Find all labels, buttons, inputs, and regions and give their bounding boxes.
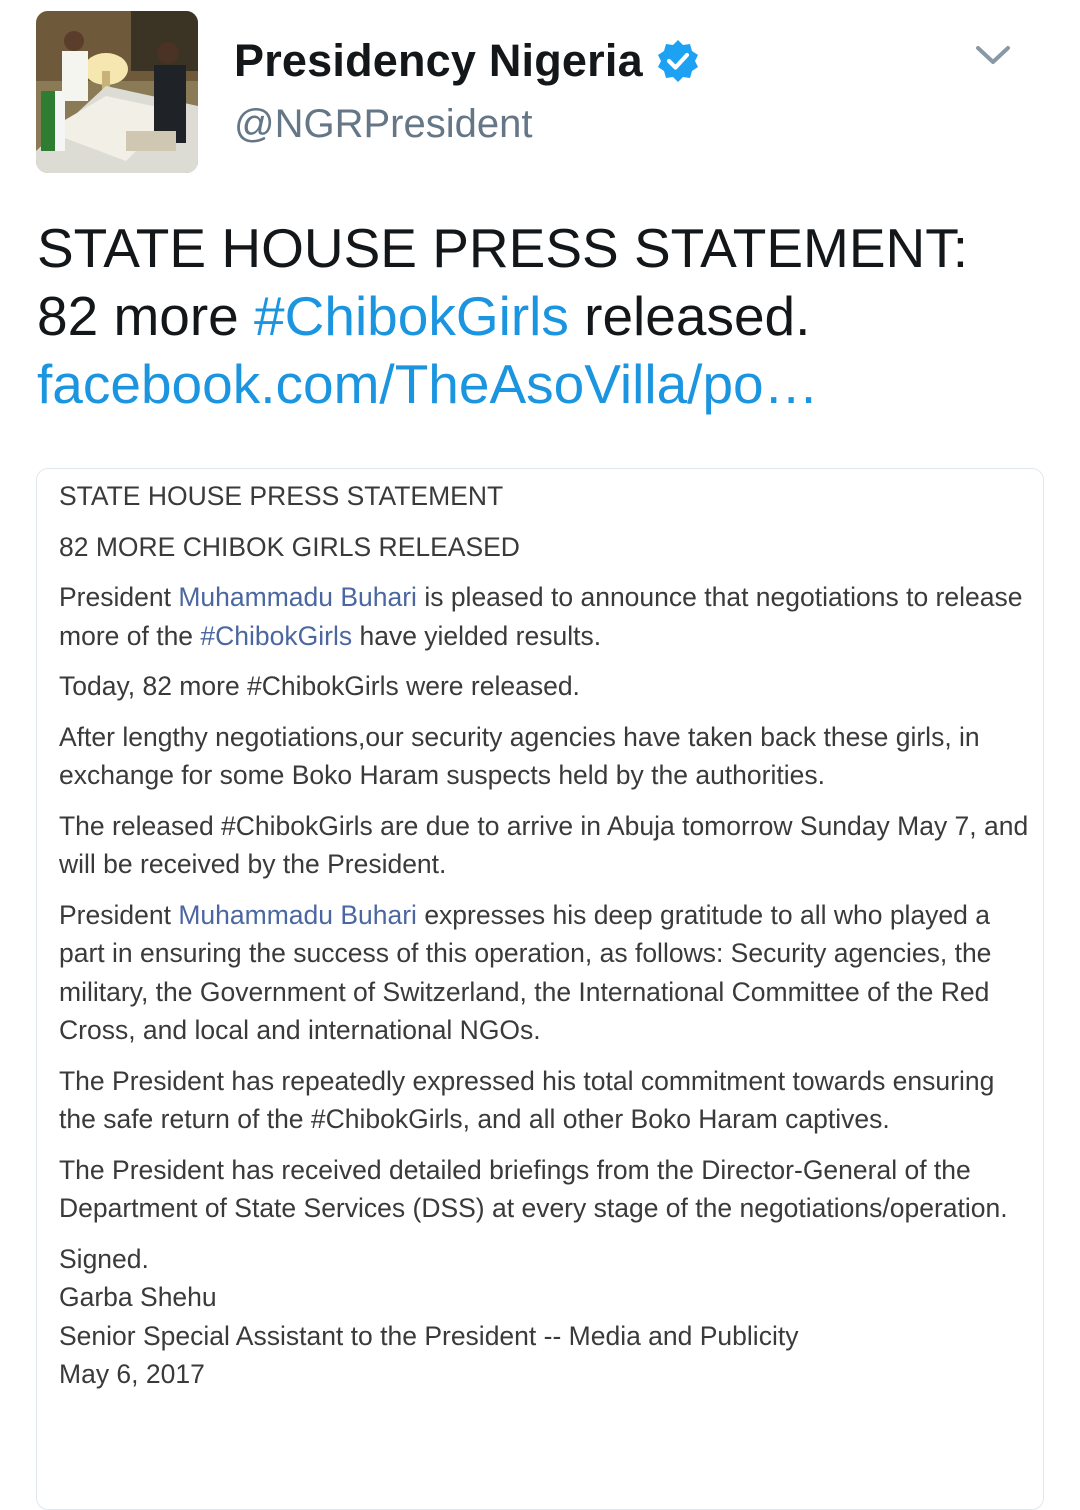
hashtag-link[interactable]: #ChibokGirls [254, 285, 569, 347]
p1-text-c: have yielded results. [352, 620, 602, 651]
verified-badge-icon [655, 38, 701, 84]
tweet-text-line2 [37, 282, 1047, 350]
statement-paragraph-4: The released #ChibokGirls are due to arrive in Abuja tomorrow Sunday May 7, and will be received by the President. [59, 810, 1029, 879]
account-header [234, 30, 701, 147]
statement-date: May 6, 2017 [59, 1359, 205, 1389]
p5-text-b: expresses his deep gratitude to all who played a part in ensuring the success of this operation, as follows: Security agencies, the military, the Government of Switzerland, the International Committee of the Red Cross, and local and international NGOs. [59, 899, 992, 1045]
display-name-row [234, 30, 701, 92]
president-name-link[interactable]: Muhammadu Buhari [178, 899, 417, 930]
statement-signature [59, 1240, 1029, 1394]
tweet-text-prefix: 82 more [37, 285, 255, 347]
statement-paragraph-7: The President has received detailed briefings from the Director-General of the Department of State Services (DSS) at every stage of the negotiations/operation. [59, 1154, 1008, 1223]
press-statement [59, 477, 1029, 1406]
url-link[interactable]: facebook.com/TheAsoVilla/po… [37, 353, 819, 415]
signatory-title: Senior Special Assistant to the President -- Media and Publicity [59, 1320, 799, 1351]
p5-text-a: President [59, 899, 179, 930]
avatar-photo [36, 11, 198, 173]
statement-heading: STATE HOUSE PRESS STATEMENT [59, 481, 504, 511]
statement-paragraph-3: After lengthy negotiations,our security agencies have taken back these girls, in exchange for some Boko Haram suspects held by the authorities. [59, 721, 980, 790]
president-name-link[interactable]: Muhammadu Buhari [178, 582, 417, 612]
statement-subheading: 82 MORE CHIBOK GIRLS RELEASED [59, 531, 520, 562]
chevron-down-icon[interactable] [972, 40, 1014, 70]
p1-text-b: is pleased to announce that negotiations to release more of the [59, 582, 1023, 651]
statement-paragraph-1 [59, 578, 1029, 655]
statement-paragraph-2: Today, 82 more #ChibokGirls were released. [59, 671, 580, 701]
signatory-name: Garba Shehu [59, 1282, 217, 1312]
p1-text-a: President [59, 582, 179, 612]
tweet-text-suffix: released. [568, 285, 811, 347]
hashtag-link[interactable]: #ChibokGirls [200, 620, 353, 651]
signed-label: Signed. [59, 1243, 149, 1274]
account-handle[interactable]: @NGRPresident [234, 102, 533, 146]
statement-paragraph-5 [59, 896, 1029, 1050]
statement-paragraph-6: The President has repeatedly expressed his total commitment towards ensuring the safe return of the #ChibokGirls, and all other Boko Haram captives. [59, 1065, 995, 1134]
tweet-text-line1: STATE HOUSE PRESS STATEMENT: [37, 217, 969, 279]
media-card[interactable] [36, 468, 1044, 1510]
profile-avatar[interactable] [36, 11, 198, 173]
display-name[interactable]: Presidency Nigeria [234, 35, 643, 86]
tweet-text [37, 214, 1047, 418]
